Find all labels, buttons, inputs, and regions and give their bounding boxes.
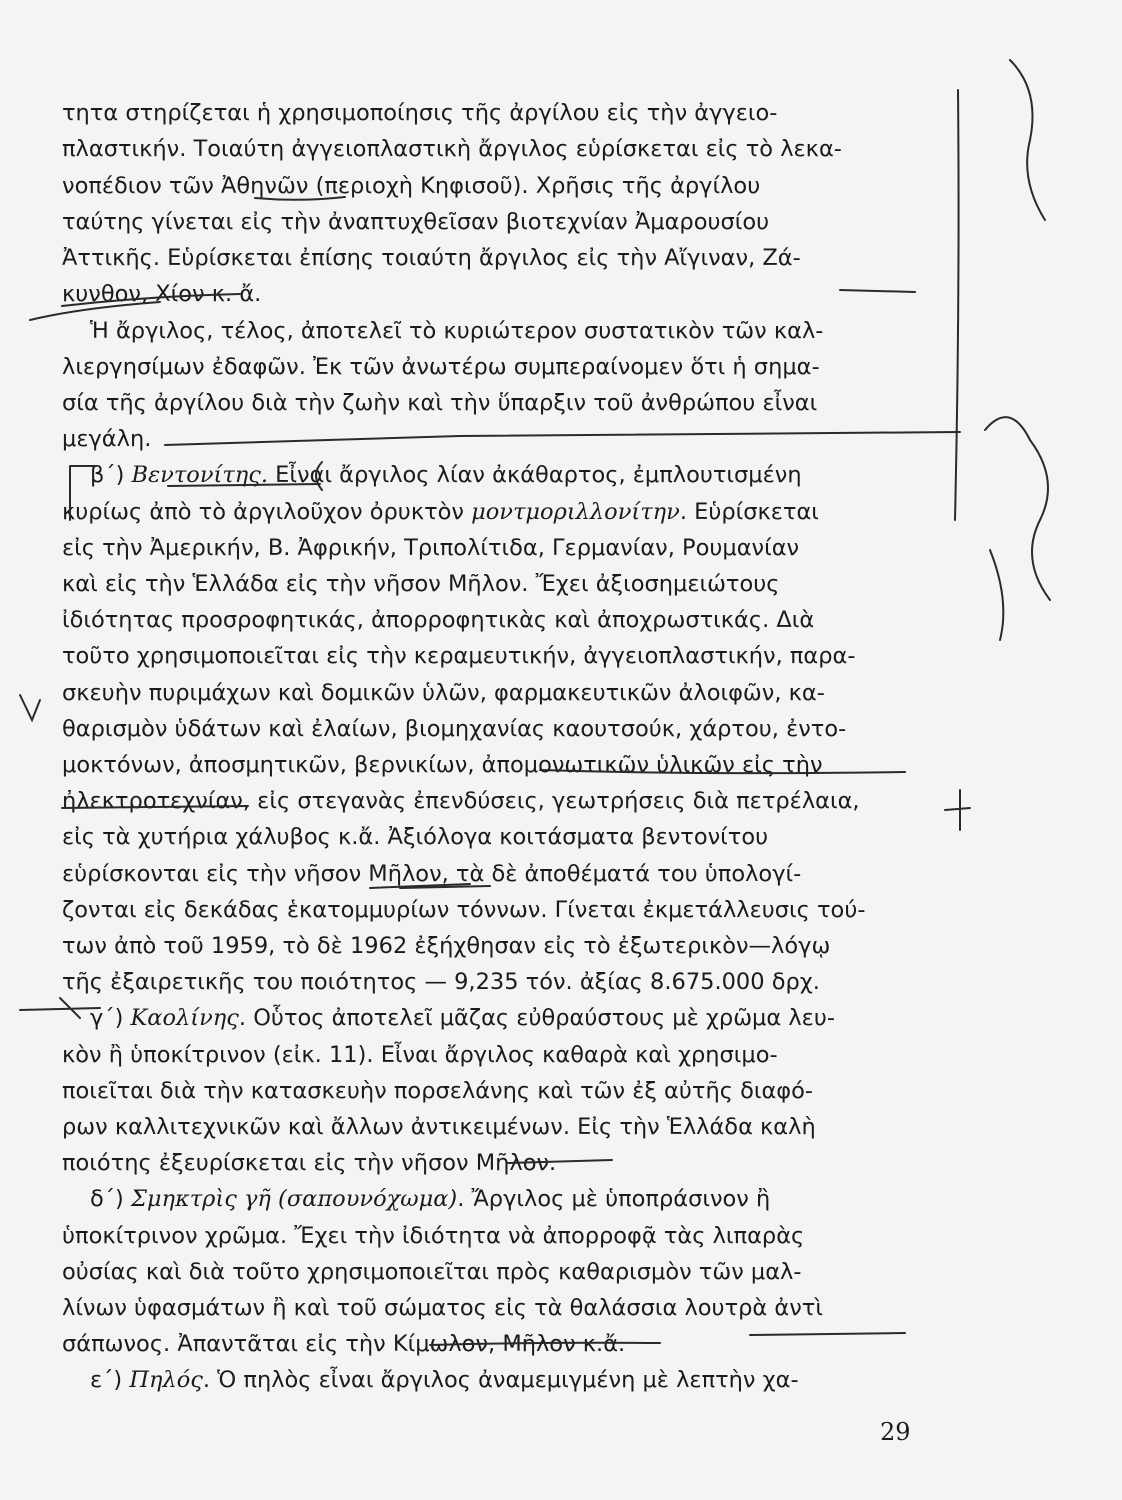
- text-line: ζονται εἰς δεκάδας ἑκατομμυρίων τόννων. Γίνεται ἐκμετάλλευσις τού-: [62, 897, 866, 923]
- text-line: τοῦτο χρησιμοποιεῖται εἰς τὴν κεραμευτικήν, ἀγγειοπλαστικήν, παρα-: [62, 643, 856, 669]
- section-c-heading-line: [90, 1003, 918, 1033]
- margin-v-mark: [20, 695, 40, 720]
- text-line: κὸν ἢ ὑποκίτρινον (εἰκ. 11). Εἶναι ἄργιλος καθαρὰ καὶ χρησιμο-: [62, 1042, 778, 1068]
- term-montmorillonite: μοντμοριλλονίτην: [471, 499, 680, 525]
- page-number: 29: [880, 1418, 911, 1446]
- text-line: ἰδιότητας προσροφητικάς, ἀπορροφητικὰς καὶ ἀποχρωστικάς. Διὰ: [62, 607, 815, 633]
- text-line: Ἀττικῆς. Εὑρίσκεται ἐπίσης τοιαύτη ἄργιλος εἰς τὴν Αἴγιναν, Ζά-: [62, 245, 801, 271]
- term-smectite-earth: Σμηκτρὶς γῆ (σαπουνόχωμα): [130, 1186, 458, 1212]
- margin-mark-bottom: [945, 790, 970, 830]
- text-span: . Οὗτος ἀποτελεῖ μᾶζας εὐθραύστους μὲ χρῶμα λευ-: [238, 1005, 835, 1031]
- text-line: ὑποκίτρινον χρῶμα. Ἔχει τὴν ἰδιότητα νὰ ἀπορροφᾷ τὰς λιπαρὰς: [62, 1223, 805, 1249]
- paragraph-start-line: Ἡ ἄργιλος, τέλος, ἀποτελεῖ τὸ κυριώτερον συστατικὸν τῶν καλ-: [90, 318, 824, 344]
- text-line: [62, 497, 918, 527]
- term-clay-mud: Πηλός: [129, 1367, 203, 1393]
- text-line: ταύτης γίνεται εἰς τὴν ἀναπτυχθεῖσαν βιοτεχνίαν Ἀμαρουσίου: [62, 209, 770, 235]
- margin-arrow-c: [20, 998, 100, 1018]
- section-b-heading-line: [90, 460, 918, 490]
- section-e-heading-line: [90, 1365, 918, 1395]
- text-line: σκευὴν πυριμάχων καὶ δομικῶν ὑλῶν, φαρμακευτικῶν ἀλοιφῶν, κα-: [62, 680, 825, 706]
- text-line: τητα στηρίζεται ἡ χρησιμοποίησις τῆς ἀργίλου εἰς τὴν ἀγγειο-: [62, 100, 778, 126]
- text-line: λιεργησίμων ἐδαφῶν. Ἐκ τῶν ἀνωτέρω συμπεραίνομεν ὅτι ἡ σημα-: [62, 354, 820, 380]
- item-letter: β΄): [90, 462, 132, 488]
- section-d-heading-line: [90, 1184, 918, 1214]
- text-span: . Εὑρίσκεται: [679, 499, 819, 525]
- text-span: κυρίως ἀπὸ τὸ ἀργιλοῦχον ὀρυκτὸν: [62, 499, 472, 525]
- text-line: εἰς τὰ χυτήρια χάλυβος κ.ἄ. Ἀξιόλογα κοιτάσματα βεντονίτου: [62, 824, 769, 850]
- margin-scribble-2: [985, 417, 1050, 600]
- term-bentonite: Βεντονίτης.: [131, 462, 269, 488]
- margin-vertical: [955, 90, 959, 520]
- text-line: ποιότης ἐξευρίσκεται εἰς τὴν νῆσον Μῆλον.: [62, 1150, 557, 1176]
- text-span: . Ὁ πηλὸς εἶναι ἄργιλος ἀναμεμιγμένη μὲ λεπτὴν χα-: [202, 1367, 799, 1393]
- margin-scribble-1: [1010, 60, 1045, 220]
- text-line: κυνθον, Χίον κ. ἄ.: [62, 281, 262, 307]
- text-line: ἠλεκτροτεχνίαν, εἰς στεγανὰς ἐπενδύσεις, γεωτρήσεις διὰ πετρέλαια,: [62, 788, 860, 814]
- text-span: Εἶναι ἄργιλος λίαν ἀκάθαρτος, ἐμπλουτισμένη: [268, 462, 802, 488]
- text-line: πλαστικήν. Τοιαύτη ἀγγειοπλαστικὴ ἄργιλος εὑρίσκεται εἰς τὸ λεκα-: [62, 136, 842, 162]
- text-line: εἰς τὴν Ἀμερικήν, Β. Ἀφρικήν, Τριπολίτιδα, Γερμανίαν, Ρουμανίαν: [62, 535, 800, 561]
- text-line: καὶ εἰς τὴν Ἑλλάδα εἰς τὴν νῆσον Μῆλον. Ἔχει ἀξιοσημειώτους: [62, 571, 780, 597]
- item-letter: γ΄): [90, 1005, 131, 1031]
- text-line: νοπέδιον τῶν Ἀθηνῶν (περιοχὴ Κηφισοῦ). Χρῆσις τῆς ἀργίλου: [62, 173, 761, 199]
- text-line: ποιεῖται διὰ τὴν κατασκευὴν πορσελάνης καὶ τῶν ἐξ αὐτῆς διαφό-: [62, 1078, 814, 1104]
- term-kaolinite: Καολίνης: [130, 1005, 239, 1031]
- margin-scribble-3: [990, 550, 1003, 640]
- text-line: σία τῆς ἀργίλου διὰ τὴν ζωὴν καὶ τὴν ὕπαρξιν τοῦ ἀνθρώπου εἶναι: [62, 390, 818, 416]
- text-line: σάπωνος. Ἀπαντᾶται εἰς τὴν Κίμωλον, Μῆλον κ.ἄ.: [62, 1331, 626, 1357]
- text-line: οὐσίας καὶ διὰ τοῦτο χρησιμοποιεῖται πρὸς καθαρισμὸν τῶν μαλ-: [62, 1259, 802, 1285]
- text-line: θαρισμὸν ὑδάτων καὶ ἐλαίων, βιομηχανίας καουτσούκ, χάρτου, ἐντο-: [62, 716, 847, 742]
- text-line: ρων καλλιτεχνικῶν καὶ ἄλλων ἀντικειμένων. Εἰς τὴν Ἑλλάδα καλὴ: [62, 1114, 816, 1140]
- text-line: μοκτόνων, ἀποσμητικῶν, βερνικίων, ἀπομονωτικῶν ὑλικῶν εἰς τὴν: [62, 752, 823, 778]
- text-line: εὑρίσκονται εἰς τὴν νῆσον Μῆλον, τὰ δὲ ἀποθέματά του ὑπολογί-: [62, 861, 802, 887]
- text-line: λίνων ὑφασμάτων ἢ καὶ τοῦ σώματος εἰς τὰ θαλάσσια λουτρὰ ἀντὶ: [62, 1295, 823, 1321]
- text-span: . Ἄργιλος μὲ ὑποπράσινον ἢ: [457, 1186, 771, 1212]
- item-letter: δ΄): [90, 1186, 131, 1212]
- text-line: μεγάλη.: [62, 426, 152, 452]
- text-line: τῆς ἐξαιρετικῆς του ποιότητος — 9,235 τόν. ἀξίας 8.675.000 δρχ.: [62, 969, 820, 995]
- text-line: των ἀπὸ τοῦ 1959, τὸ δὲ 1962 ἐξήχθησαν εἰς τὸ ἐξωτερικὸν—λόγῳ: [62, 933, 831, 959]
- item-letter: ε΄): [90, 1367, 130, 1393]
